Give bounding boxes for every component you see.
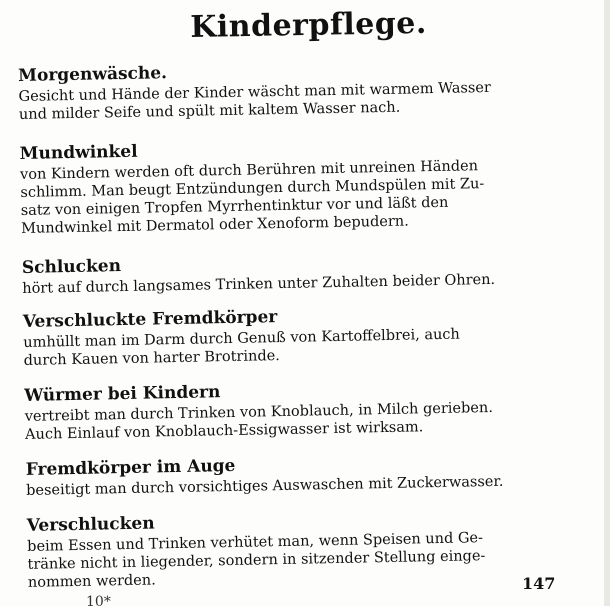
section-wuermer-bei-kindern (24, 376, 545, 444)
section-heading: Fremdkörper im Auge (25, 455, 236, 480)
section-body (27, 528, 548, 592)
text-line: Auch Einlauf von Knoblauch-Essigwasser ist wirksam. (24, 419, 424, 443)
text-line: Mundwinkel mit Dermatol oder Xenoform bepudern. (20, 213, 409, 237)
text-line: und milder Seife und spült mit kaltem Wasser nach. (18, 99, 401, 123)
section-body (23, 324, 544, 370)
section-fremdkoerper-im-auge (26, 450, 547, 500)
section-heading: Schlucken (21, 256, 122, 278)
section-heading: Mundwinkel (19, 141, 138, 164)
section-heading: Würmer bei Kindern (24, 382, 221, 406)
text-line: hört auf durch langsames Trinken unter Zuhalten beider Ohren. (22, 271, 496, 297)
text-line: Gesicht und Hände der Kinder wäscht man mit warmem Wasser (18, 79, 492, 105)
text-line: durch Kauen von harter Brotrinde. (23, 348, 281, 369)
text-line: von Kindern werden oft durch Berühren mit unreinen Händen (19, 158, 479, 183)
section-body (20, 156, 541, 238)
text-line: beim Essen und Trinken verhütet man, wenn Speisen und Ge- (27, 530, 484, 555)
text-line: nommen werden. (27, 572, 156, 591)
text-line: vertreibt man durch Trinken von Knoblauch, in Milch gerieben. (24, 399, 494, 425)
section-verschluckte-fremdkoerper (23, 302, 544, 370)
page-content (18, 56, 548, 592)
section-morgenwaesche (18, 56, 539, 124)
page-number: 147 (522, 574, 556, 593)
page-edge-shadow (604, 0, 610, 606)
text-line: tränke nicht in liegender, sondern in sitzender Stellung einge- (27, 548, 486, 573)
section-heading: Verschlucken (26, 513, 155, 536)
section-body (18, 78, 539, 124)
text-line: satz von einigen Tropfen Myrrhentinktur vor und läßt den (20, 194, 449, 219)
text-line: umhüllt man im Darm durch Genuß von Kartoffelbrei, auch (23, 326, 460, 351)
text-line: schlimm. Man beugt Entzündungen durch Mundspülen mit Zu- (20, 176, 485, 201)
section-verschlucken (27, 506, 548, 592)
section-schlucken (22, 248, 543, 298)
text-line: beseitigt man durch vorsichtiges Auswaschen mit Zuckerwasser. (26, 473, 504, 499)
section-heading: Morgenwäsche. (18, 63, 168, 86)
section-mundwinkel (19, 134, 541, 238)
section-heading: Verschluckte Fremdkörper (22, 307, 278, 332)
page-title: Kinderpflege. (190, 5, 428, 45)
signature-mark: 10* (86, 594, 111, 610)
section-body (25, 398, 546, 444)
